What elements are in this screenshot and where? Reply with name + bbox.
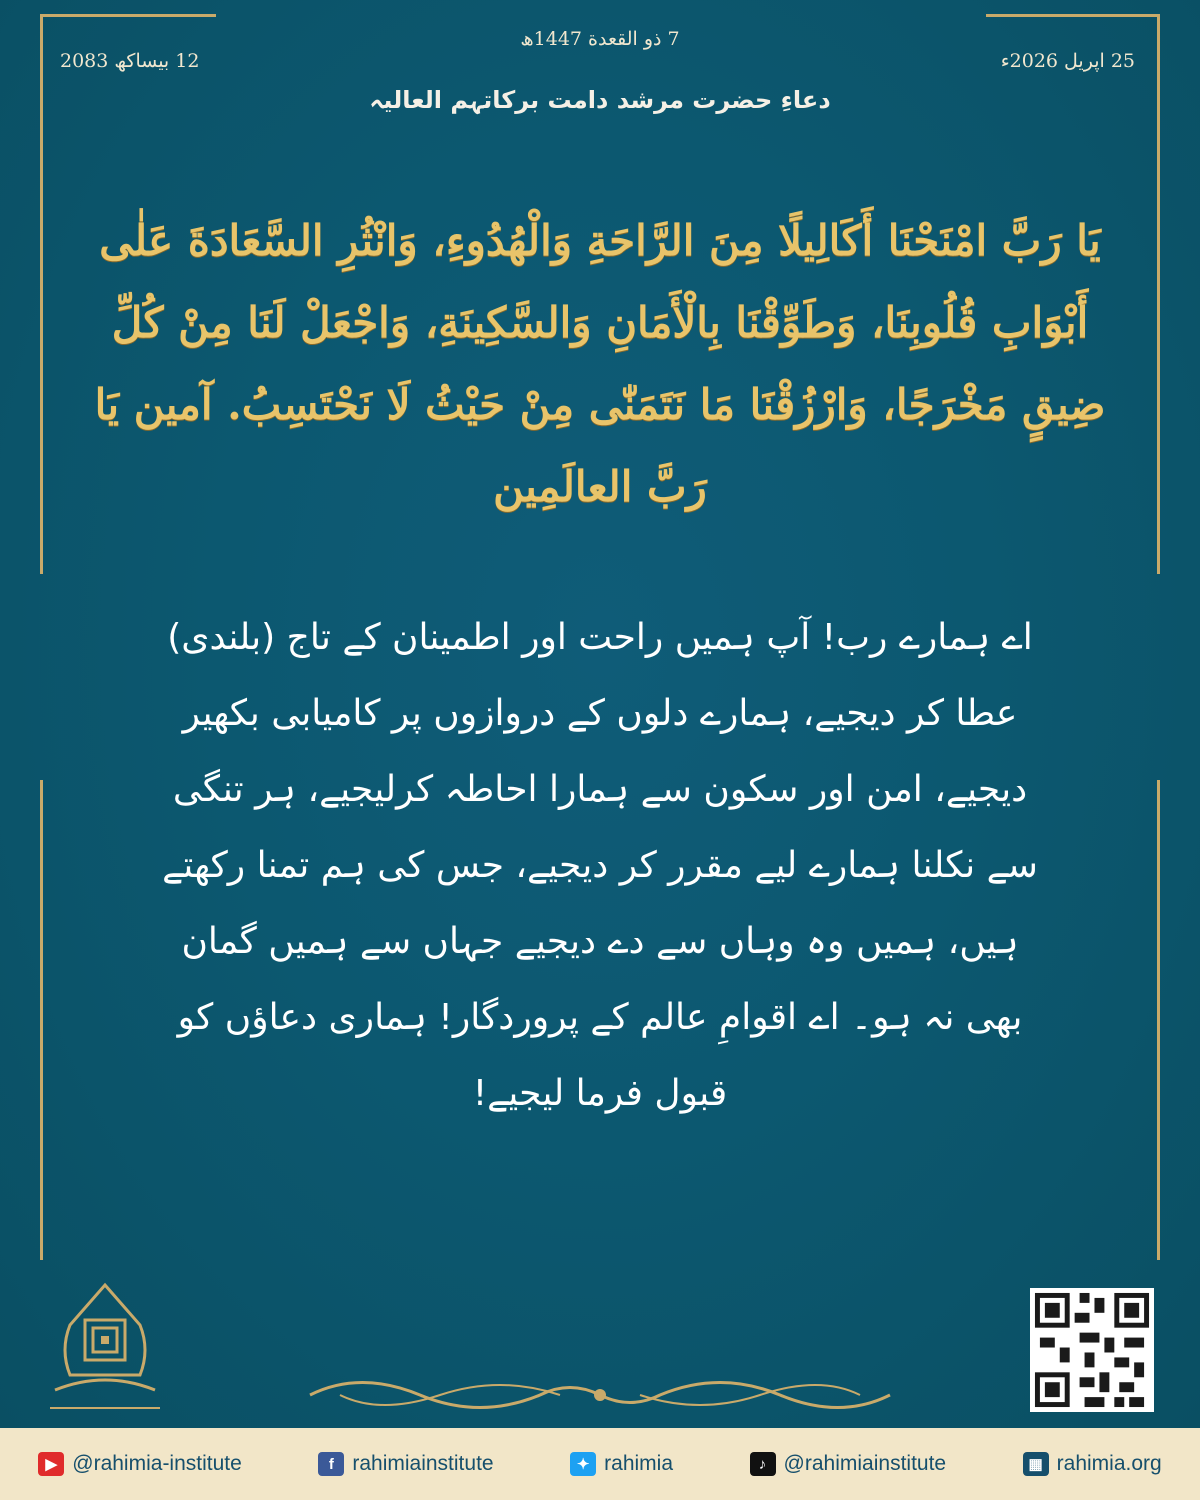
web-icon: ▦ — [1023, 1452, 1049, 1476]
frame-right-lower — [1157, 780, 1160, 1260]
gregorian-date: 25 اپریل 2026ء — [1000, 50, 1135, 72]
youtube-link[interactable] — [38, 1452, 242, 1476]
twitter-icon: ✦ — [570, 1452, 596, 1476]
footer-bar — [0, 1428, 1200, 1500]
website-link[interactable] — [1023, 1452, 1162, 1476]
twitter-handle: rahimia — [604, 1452, 673, 1475]
arabic-dua: يَا رَبَّ امْنَحْنَا أَكَالِيلًا مِنَ الرَّاحَةِ وَالْهُدُوءِ، وَانْثُرِ السَّعَادَةَ عَلٰى أَبْوَابِ قُلُوبِنَا، وَطَوِّقْنَا بِالْأَمَانِ وَالسَّكِينَةِ، وَاجْعَلْ لَنَا مِنْ كُلِّ ضِيقٍ مَخْرَجًا، وَارْزُقْنَا مَا نَتَمَنّٰى مِنْ حَيْثُ لَا نَحْتَسِبُ. آمين يَا رَبَّ العالَمِين — [94, 216, 1106, 511]
youtube-handle: @rahimia-institute — [72, 1452, 242, 1475]
bikrami-date: 12 بیساکھ 2083 — [60, 50, 200, 72]
frame-top-left — [40, 14, 216, 17]
youtube-icon: ▶ — [38, 1452, 64, 1476]
hijri-date: 7 ذو القعدة 1447ھ — [520, 28, 680, 50]
website-handle: rahimia.org — [1056, 1452, 1162, 1475]
facebook-handle: rahimiainstitute — [352, 1452, 494, 1475]
facebook-icon: f — [318, 1452, 344, 1476]
ornament-divider-icon — [300, 1370, 900, 1420]
urdu-translation: اے ہمارے رب! آپ ہمیں راحت اور اطمینان کے تاج (بلندی) عطا کر دیجیے، ہمارے دلوں کے دروازوں پر کامیابی بکھیر دیجیے، امن اور سکون سے ہمارا احاطہ کرلیجیے، ہر تنگی سے نکلنا ہمارے لیے مقرر کر دیجیے، جس کی ہم تمنا رکھتے ہیں، ہمیں وہ وہاں سے دے دیجیے جہاں سے ہمیں گمان بھی نہ ہو۔ اے اقوامِ عالم کے پروردگار! ہماری دعاؤں کو قبول فرما لیجیے! — [162, 617, 1038, 1114]
frame-left-lower — [40, 780, 43, 1260]
tiktok-handle: @rahimiainstitute — [783, 1452, 947, 1475]
facebook-link[interactable] — [318, 1452, 493, 1476]
frame-top-right — [986, 14, 1160, 17]
page-title: دعاءِ حضرت مرشد دامت برکاتہم العالیہ — [369, 86, 831, 114]
twitter-link[interactable] — [570, 1452, 673, 1476]
tiktok-icon: ♪ — [750, 1452, 776, 1476]
qr-code-icon[interactable] — [1030, 1288, 1154, 1412]
tiktok-link[interactable] — [750, 1452, 947, 1476]
rahimia-logo-icon — [40, 1280, 170, 1420]
